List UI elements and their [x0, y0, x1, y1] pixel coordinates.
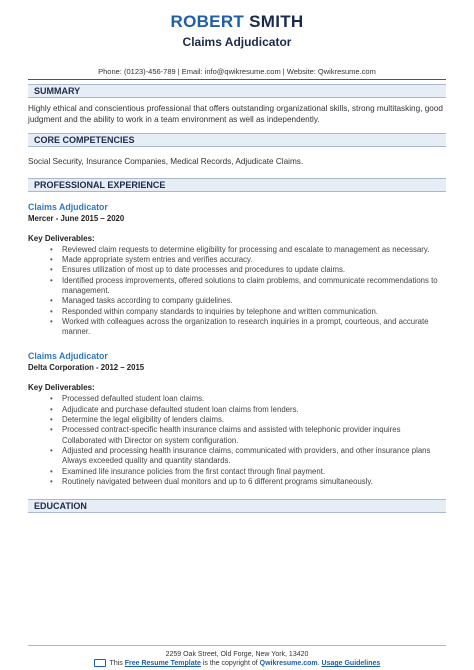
list-item: • Ensures utilization of most up to date processes and procedures to update claims. — [62, 265, 444, 275]
list-item: • Adjudicate and purchase defaulted student loan claims from lenders. — [62, 405, 444, 415]
free-resume-template-link[interactable]: Free Resume Template — [124, 660, 201, 667]
key-deliverables-label: Key Deliverables: — [28, 233, 95, 243]
section-competencies-heading: CORE COMPETENCIES — [28, 133, 446, 147]
contact-line: Phone: (0123)-456-789 | Email: info@qwikresume.com | Website: Qwikresume.com — [98, 67, 376, 76]
list-item: • Reviewed claim requests to determine eligibility for processing and escalate to management as necessary. — [62, 245, 444, 255]
list-item: • Routinely navigated between dual monitors and up to 6 different programs simultaneously. — [62, 477, 444, 487]
resume-icon — [94, 659, 106, 667]
footer-copyright — [0, 659, 474, 668]
candidate-name — [0, 12, 474, 32]
header-divider — [28, 79, 446, 80]
qwikresume-link[interactable]: Qwikresume.com — [259, 660, 318, 667]
job-entry — [0, 351, 474, 487]
section-education-heading: EDUCATION — [28, 499, 446, 513]
job-title: Claims Adjudicator — [28, 201, 108, 212]
job-company-dates: Delta Corporation - 2012 – 2015 — [28, 363, 145, 373]
competencies-text: Social Security, Insurance Companies, Medical Records, Adjudicate Claims. — [28, 157, 304, 167]
section-experience-heading: PROFESSIONAL EXPERIENCE — [28, 178, 446, 192]
list-item: • Adjusted and processing health insurance claims, communicated with providers, and other insurance plans Always exceeded quality and quantity standards. — [62, 446, 444, 467]
deliverables-list — [62, 245, 444, 338]
key-deliverables-label: Key Deliverables: — [28, 383, 95, 393]
job-title: Claims Adjudicator — [28, 351, 108, 362]
page-footer — [0, 650, 474, 668]
list-item: • Determine the legal eligibility of lenders claims. — [62, 415, 444, 425]
last-name: SMITH — [249, 12, 304, 31]
footer-address: 2259 Oak Street, Old Forge, New York, 13420 — [165, 651, 309, 658]
list-item: • Managed tasks according to company guidelines. — [62, 296, 444, 306]
list-item: • Made appropriate system entries and verifies accuracy. — [62, 255, 444, 265]
footer-divider — [28, 645, 446, 646]
candidate-title: Claims Adjudicator — [182, 35, 292, 49]
list-item: • Worked with colleagues across the organization to research inquiries in a prompt, courteous, and accurate manner. — [62, 317, 444, 338]
list-item: • Processed defaulted student loan claims. — [62, 394, 444, 404]
summary-text: Highly ethical and conscientious professional that offers outstanding organizational skills, strong multitasking, good judgment and the ability to work in a team environment as well as independently. — [28, 104, 443, 124]
resume-header — [0, 0, 474, 77]
list-item: • Identified process improvements, offered solutions to claim problems, and communicate recommendations to management. — [62, 276, 444, 297]
list-item: • Examined life insurance policies from the first contact through final payment. — [62, 467, 444, 477]
section-summary-heading: SUMMARY — [28, 84, 446, 98]
list-item: • Responded within company standards to inquiries by telephone and written communication. — [62, 307, 444, 317]
usage-guidelines-link[interactable]: Usage Guidelines — [321, 660, 381, 667]
footer-sep: . — [317, 660, 320, 667]
list-item: • Processed contract-specific health insurance claims and assisted with telephonic provider inquires Collaborated with Director on system configuration. — [62, 425, 444, 446]
footer-copyright-text: is the copyright of — [202, 660, 258, 667]
deliverables-list — [62, 394, 444, 487]
job-entry — [0, 202, 474, 338]
first-name: ROBERT — [170, 12, 245, 31]
footer-this: This — [109, 660, 123, 667]
job-company-dates: Mercer - June 2015 – 2020 — [28, 213, 125, 223]
